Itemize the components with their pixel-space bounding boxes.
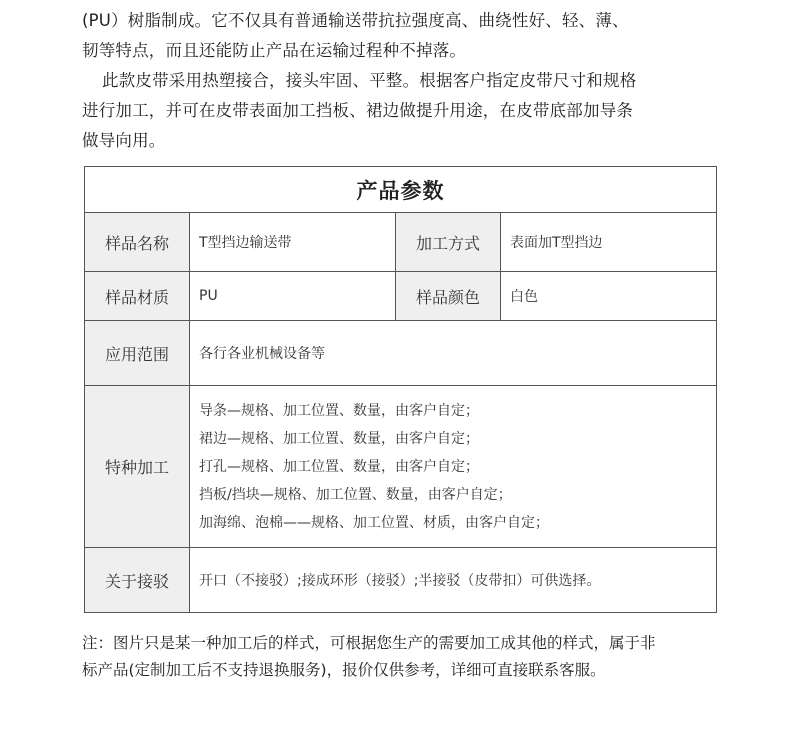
table-row [85, 321, 717, 386]
label-joining: 关于接驳 [85, 548, 190, 613]
table-row [85, 386, 717, 548]
label-sample-name: 样品名称 [85, 213, 190, 272]
value-color: 白色 [501, 272, 717, 321]
intro-line: 韧等特点，而且还能防止产品在运输过程种不掉落。 [82, 41, 467, 60]
intro-line: (PU）树脂制成。它不仅具有普通输送带抗拉强度高、曲绕性好、轻、薄、 [82, 11, 629, 30]
intro-line: 进行加工，并可在皮带表面加工挡板、裙边做提升用途，在皮带底部加导条 [82, 101, 634, 120]
special-processing-line: 导条—规格、加工位置、数量，由客户自定； [199, 402, 479, 419]
label-processing-method: 加工方式 [396, 213, 501, 272]
table-row [85, 272, 717, 321]
table-title: 产品参数 [85, 167, 717, 213]
intro-text [82, 6, 722, 156]
label-material: 样品材质 [85, 272, 190, 321]
product-params-table [84, 166, 717, 613]
label-application: 应用范围 [85, 321, 190, 386]
value-application: 各行各业机械设备等 [190, 321, 717, 386]
value-processing-method: 表面加T型挡边 [501, 213, 717, 272]
footnote-line: 注：图片只是某一种加工后的样式，可根据您生产的需要加工成其他的样式，属于非 [82, 634, 656, 652]
special-processing-line: 加海绵、泡棉——规格、加工位置、材质，由客户自定； [199, 514, 549, 531]
value-special-processing [190, 386, 717, 548]
footnote [82, 630, 722, 684]
special-processing-line: 挡板/挡块—规格、加工位置、数量，由客户自定； [199, 486, 512, 503]
special-processing-line: 裙边—规格、加工位置、数量，由客户自定； [199, 430, 479, 447]
label-color: 样品颜色 [396, 272, 501, 321]
special-processing-line: 打孔—规格、加工位置、数量，由客户自定； [199, 458, 479, 475]
footnote-line: 标产品(定制加工后不支持退换服务)，报价仅供参考，详细可直接联系客服。 [82, 661, 606, 679]
table-row [85, 213, 717, 272]
table-row [85, 548, 717, 613]
value-sample-name: T型挡边输送带 [190, 213, 396, 272]
label-special-processing: 特种加工 [85, 386, 190, 548]
intro-line: 此款皮带采用热塑接合，接头牢固、平整。根据客户指定皮带尺寸和规格 [102, 71, 637, 90]
table-title-row [85, 167, 717, 213]
value-material: PU [190, 272, 396, 321]
intro-line: 做导向用。 [82, 131, 166, 150]
value-joining: 开口（不接驳）;接成环形（接驳）;半接驳（皮带扣）可供选择。 [190, 548, 717, 613]
